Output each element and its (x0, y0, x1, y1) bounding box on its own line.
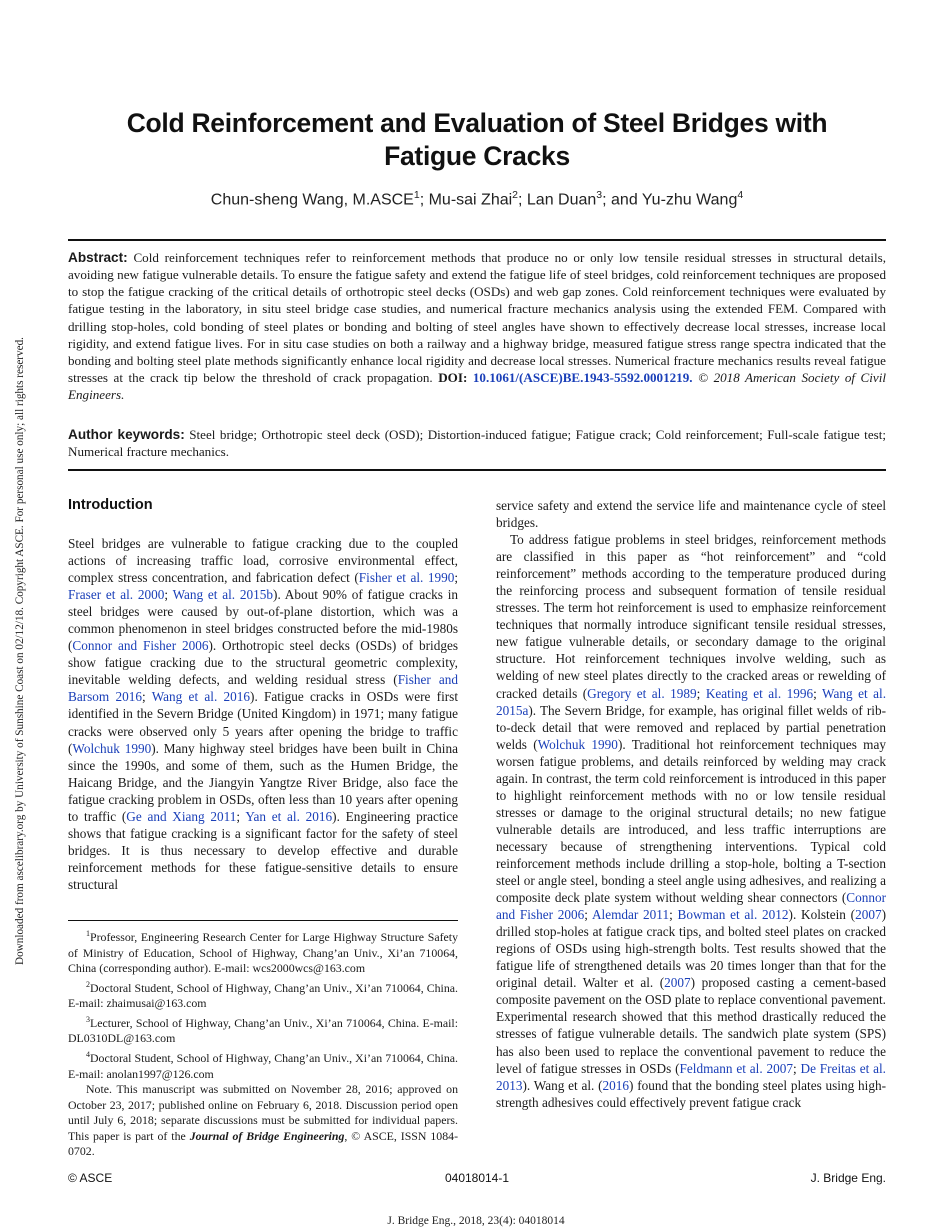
citation-link[interactable]: Connor and Fisher 2006 (72, 638, 209, 654)
bottom-citation: J. Bridge Eng., 2018, 23(4): 04018014 (387, 1215, 565, 1227)
abstract-top-rule (68, 239, 886, 241)
left-column (68, 535, 458, 893)
text-run: ). Kolstein ( (788, 907, 856, 923)
copyright-text: © 2018 American Society of Civil Engineers. (68, 370, 886, 403)
author-keywords (68, 426, 886, 460)
citation-link[interactable]: Keating et al. 1996 (705, 685, 814, 701)
text-run: Steel bridges are vulnerable to fatigue cracking due to the coupled actions of increasing traffic load, corrosive environmental effect, complex stress concentration, and fabrication defect ( (68, 536, 458, 586)
text-run: ). Traditional hot reinforcement techniques may worsen fatigue problems, and details reinforced by welding may crack again. In contrast, the term cold reinforcement is introduced in this paper to highlight reinforcement methods with no or low tensile residual stresses or damage to the original structural details; no new fatigue vulnerable details are introduced, and less traffic interruptions are necessary because of strengthening interventions. Typical cold reinforcement methods include drilling a stop-hole, bolting a T-section steel or angle steel, bonding a steel angle using adhesives, and realizing a composite deck plate system without welding shear connectors ( (496, 736, 886, 906)
right-column (496, 497, 886, 1111)
author-sep-1: ; (419, 191, 429, 209)
text-run: ). Wang et al. ( (522, 1077, 603, 1093)
text-run: ) drilled stop-holes at fatigue crack tips, and bolted steel plates on cracked regions of OSDs using high-strength bolts. Test results showed that the fatigue life of strengthened details was 20 times longer than that for the original detail. Walter et al. ( (496, 907, 886, 991)
citation-link[interactable]: Alemdar 2011 (591, 907, 670, 923)
footnote-marker: 4 (86, 1049, 90, 1059)
footnote-1 (68, 926, 458, 977)
footnote-rule (68, 920, 458, 921)
author-3[interactable]: Lan Duan (526, 191, 597, 209)
author-1-affil: 1 (413, 189, 420, 201)
text-run: ; (236, 808, 246, 824)
abstract (68, 249, 886, 403)
footer-journal: J. Bridge Eng. (810, 1171, 886, 1185)
footnote-3 (68, 1012, 458, 1047)
keywords-text: Steel bridge; Orthotropic steel deck (OSD); Distortion-induced fatigue; Fatigue crack; Cold reinforcement; Full-scale fatigue test; Numerical fracture mechanics. (68, 427, 887, 460)
citation-link[interactable]: Wang et al. 2015b (172, 587, 274, 603)
author-sep-2: ; (518, 191, 527, 209)
footnote-4 (68, 1047, 458, 1082)
intro-paragraph-2 (496, 531, 886, 1111)
text-run: ). Many highway steel bridges have been built in China since the 1990s, and some of them, such as the Humen Bridge, the Haicang Bridge, and the Jiangyin Yangtze River Bridge, also face the fatigue cracking problem in OSDs, often less than 10 years after opening to traffic ( (68, 740, 458, 824)
text-run: ; (584, 907, 592, 923)
citation-link[interactable]: Wolchuk 1990 (72, 740, 152, 756)
text-run: ) proposed casting a cement-based composite pavement on the OSD plate to replace conventional pavement. Experimental research showed that this method drastically reduced the stresses of fatigue vulnerable details. The sandwich plate system (SPS) has also been used to replace the conventional pavement to reduce the level of fatigue stresses in OSDs ( (496, 975, 886, 1076)
abstract-text: Cold reinforcement techniques refer to reinforcement methods that produce no or only low tensile residual stresses in structural details, avoiding new fatigue vulnerable details. To ensure the fatigue safety and extend the fatigue life of steel bridges, cold reinforcement techniques are proposed to stop the fatigue cracking of the critical details of orthotropic steel decks (OSDs) and web gap zones. Cold reinforcement techniques were evaluated by fatigue testing in the laboratory, in situ steel bridge case studies, and numerical fracture mechanics analysis using the extended FEM. Compared with drilling stop-holes, cold bonding of steel plates or bonding and bolting of steel angles have shown to effectively decrease local stresses, increase local rigidity, and extend fatigue lives. For in situ case studies on both a railway and a highway bridge, measured fatigue stress range spectra indicated that the bonding and bolting steel plate methods significantly enhance local rigidity and decrease local stresses. Numerical fracture mechanics results reveal fatigue stresses at the crack tip below the threshold of crack propagation. (68, 250, 886, 386)
page-footer (68, 1171, 886, 1187)
text-run: ). About 90% of fatigue cracks in steel bridges were caused by out-of-plane distortion, which was a common phenomenon in steel bridges constructed before the mid-1980s ( (68, 587, 459, 654)
author-1[interactable]: Chun-sheng Wang, M.ASCE (210, 191, 414, 209)
author-3-affil: 3 (596, 189, 603, 201)
submission-note (68, 1082, 458, 1160)
citation-link[interactable]: Feldmann et al. 2007 (679, 1060, 793, 1076)
author-sep-3: ; and (602, 191, 642, 209)
citation-link[interactable]: Fraser et al. 2000 (68, 587, 165, 603)
abstract-bottom-rule (68, 469, 886, 471)
footnote-marker: 2 (86, 979, 90, 989)
citation-link[interactable]: 2007 (855, 907, 882, 923)
footnote-2 (68, 977, 458, 1012)
author-4[interactable]: Yu-zhu Wang (641, 191, 738, 209)
citation-link[interactable]: Fisher and Barsom 2016 (68, 672, 458, 705)
text-run: ; (164, 587, 173, 603)
journal-name: Journal of Bridge Engineering (189, 1128, 345, 1143)
note-text-end: , © ASCE, ISSN 1084-0702. (68, 1128, 459, 1159)
footer-copyright: © ASCE (68, 1171, 113, 1185)
paper-title (68, 107, 886, 173)
keywords-label: Author keywords: (68, 427, 185, 442)
footnote-text: Lecturer, School of Highway, Chang’an Univ., Xi’an 710064, China. E-mail: DL0310DL@163.com (68, 1015, 458, 1046)
text-run: ; (792, 1060, 801, 1076)
footnote-text: Professor, Engineering Research Center for Large Highway Structure Safety of Ministry of Education, School of Highway, Chang’an Univ., Xi’an 710064, China (corresponding author). E-mail: wcs2000wcs@163.com (68, 929, 458, 976)
title-line-1: Cold Reinforcement and Evaluation of Steel Bridges with (126, 108, 828, 138)
citation-link[interactable]: 2016 (602, 1077, 630, 1093)
text-run: ) found that the bonding steel plates using high-strength adhesives could effectively prevent fatigue crack (496, 1077, 886, 1110)
citation-link[interactable]: Yan et al. 2016 (245, 808, 333, 824)
note-text: Note. This manuscript was submitted on November 28, 2016; approved on October 23, 2017; published online on February 6, 2018. Discussion period open until July 6, 2018; separate discussions must be submitted for individual papers. This paper is part of the (68, 1082, 458, 1143)
citation-link[interactable]: Wang et al. 2015a (496, 685, 887, 718)
citation-link[interactable]: Ge and Xiang 2011 (126, 808, 237, 824)
text-run: ). Fatigue cracks in OSDs were first identified in the Severn Bridge (United Kingdom) in 1971; many fatigue cracks were observed only 5 years after opening the bridge to traffic ( (68, 689, 459, 756)
text-run: ; (454, 570, 459, 586)
abstract-label: Abstract: (68, 250, 128, 265)
citation-link[interactable]: 2007 (664, 975, 691, 991)
download-notice (2, 265, 26, 965)
citation-link[interactable]: De Freitas et al. 2013 (496, 1060, 886, 1093)
citation-link[interactable]: Wolchuk 1990 (537, 736, 618, 752)
intro-paragraph-1 (68, 535, 458, 893)
text-run: To address fatigue problems in steel bridges, reinforcement methods are classified in this paper as “hot reinforcement” and “cold reinforcement” methods according to the temperature produced during the reinforcing process and subsequent formation of tensile residual stresses. The term hot reinforcement is used to emphasize reinforcement techniques that normally introduce significant tensile residual stresses, new fatigue vulnerable details, or secondary damage to the original structure. Hot reinforcement techniques involve welding, such as welding of new steel plates directly to the cracked areas or rewelding of cracked details ( (496, 532, 886, 701)
doi-link[interactable]: 10.1061/(ASCE)BE.1943-5592.0001219. (472, 370, 693, 386)
citation-link[interactable]: Wang et al. 2016 (151, 689, 251, 705)
text-run: ; (142, 689, 152, 705)
citation-link[interactable]: Fisher et al. 1990 (358, 570, 455, 586)
author-2[interactable]: Mu-sai Zhai (428, 191, 513, 209)
footnote-marker: 1 (86, 929, 90, 938)
footnote-text: Doctoral Student, School of Highway, Chang’an Univ., Xi’an 710064, China. E-mail: zhaimusai@163.com (68, 980, 458, 1011)
footnote-text: Doctoral Student, School of Highway, Chang’an Univ., Xi’an 710064, China. E-mail: anolan1997@126.com (68, 1050, 458, 1081)
text-run: ). Engineering practice shows that fatigue cracking is a significant factor for the safety of steel bridges. It is thus necessary to develop effective and durable reinforcement methods for these fatigue-sensitive details to ensure structural (68, 808, 458, 892)
article-number: 04018014-1 (444, 1171, 510, 1185)
citation-link[interactable]: Connor and Fisher 2006 (496, 890, 886, 923)
author-list (68, 189, 886, 209)
citation-link[interactable]: Bowman et al. 2012 (677, 907, 789, 923)
doi-label: DOI: (438, 370, 468, 386)
text-run: ). Orthotropic steel decks (OSDs) of bridges show fatigue cracking due to the structural geometric complexity, inevitable welding defects, and welding residual stress ( (68, 638, 458, 688)
introduction-heading: Introduction (68, 497, 153, 513)
footnote-marker: 3 (86, 1014, 90, 1024)
title-line-2: Fatigue Cracks (384, 141, 570, 171)
intro-paragraph-1-cont: service safety and extend the service life and maintenance cycle of steel bridges. (496, 498, 886, 531)
text-run: ). The Severn Bridge, for example, has original fillet welds of rib-to-deck detail that were removed and replaced by partial penetration welds ( (496, 702, 886, 752)
text-run: ; (669, 907, 678, 923)
citation-link[interactable]: Gregory et al. 1989 (587, 685, 697, 701)
text-run: ; (813, 685, 823, 701)
download-notice-text: Downloaded from ascelibrary.org by University of Sunshine Coast on 02/12/18. Copyright ASCE. For personal use only; all rights reserved. (14, 337, 26, 965)
author-2-affil: 2 (512, 189, 519, 201)
text-run: ; (696, 685, 706, 701)
author-4-affil: 4 (737, 189, 744, 201)
footnotes (68, 926, 458, 1160)
